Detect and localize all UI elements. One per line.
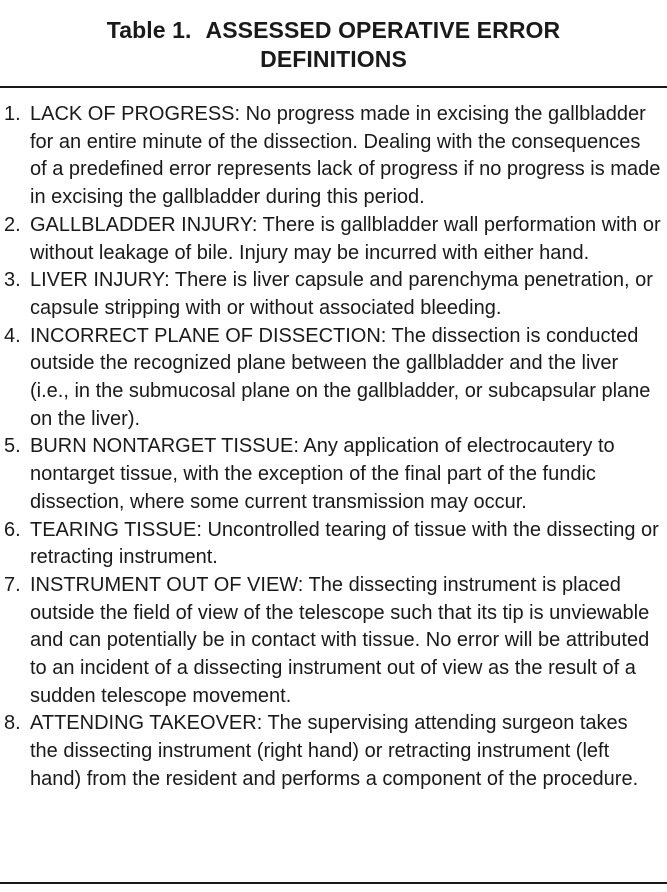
item-text: ATTENDING TAKEOVER: The supervising attending surgeon takes the dissecting instrument (right hand) or retracting instrument (left hand) from the resident and performs a component of the procedure. bbox=[30, 712, 639, 790]
list-item bbox=[0, 101, 667, 212]
list-item bbox=[0, 267, 667, 322]
item-text: BURN NONTARGET TISSUE: Any application of electrocautery to nontarget tissue, with the exception of the final part of the fundic dissection, where some current transmission may occur. bbox=[30, 435, 615, 513]
item-number: 8. bbox=[4, 712, 21, 735]
list-item bbox=[0, 710, 667, 793]
item-text: GALLBLADDER INJURY: There is gallbladder wall performation with or without leakage of bile. Injury may be incurred with either hand. bbox=[30, 213, 661, 264]
item-text: LACK OF PROGRESS: No progress made in excising the gallbladder for an entire minute of the dissection. Dealing with the consequences of a predefined error represents lack of progress if no progress is made in excising the gallbladder during this period. bbox=[30, 103, 661, 209]
table-title-line1: ASSESSED OPERATIVE ERROR bbox=[205, 17, 561, 43]
definitions-list bbox=[0, 88, 667, 794]
table-title bbox=[0, 0, 667, 72]
table-title-line2: DEFINITIONS bbox=[260, 46, 407, 72]
item-text: TEARING TISSUE: Uncontrolled tearing of tissue with the dissecting or retracting instrument. bbox=[30, 518, 659, 569]
item-number: 7. bbox=[4, 573, 21, 596]
list-item bbox=[0, 212, 667, 267]
item-text: LIVER INJURY: There is liver capsule and parenchyma penetration, or capsule stripping with or without associated bleeding. bbox=[30, 269, 653, 319]
list-item bbox=[0, 433, 667, 516]
item-number: 4. bbox=[4, 324, 21, 347]
table-label: Table 1. bbox=[106, 17, 192, 43]
list-item bbox=[0, 323, 667, 434]
bottom-rule bbox=[0, 882, 667, 884]
item-number: 3. bbox=[4, 269, 21, 292]
list-item bbox=[0, 572, 667, 711]
item-number: 6. bbox=[4, 518, 21, 541]
item-text: INCORRECT PLANE OF DISSECTION: The dissection is conducted outside the recognized plane between the gallbladder and the liver (i.e., in the submucosal plane on the gallbladder, or subcapsular plane on the liver). bbox=[30, 324, 651, 430]
item-number: 1. bbox=[4, 103, 21, 125]
item-number: 2. bbox=[4, 213, 21, 236]
item-number: 5. bbox=[4, 435, 21, 458]
list-item bbox=[0, 517, 667, 572]
item-text: INSTRUMENT OUT OF VIEW: The dissecting instrument is placed outside the field of view of the telescope such that its tip is unviewable and can potentially be in contact with tissue. No error will be attributed to an incident of a dissecting instrument out of view as the result of a sudden telescope movement. bbox=[30, 573, 650, 707]
